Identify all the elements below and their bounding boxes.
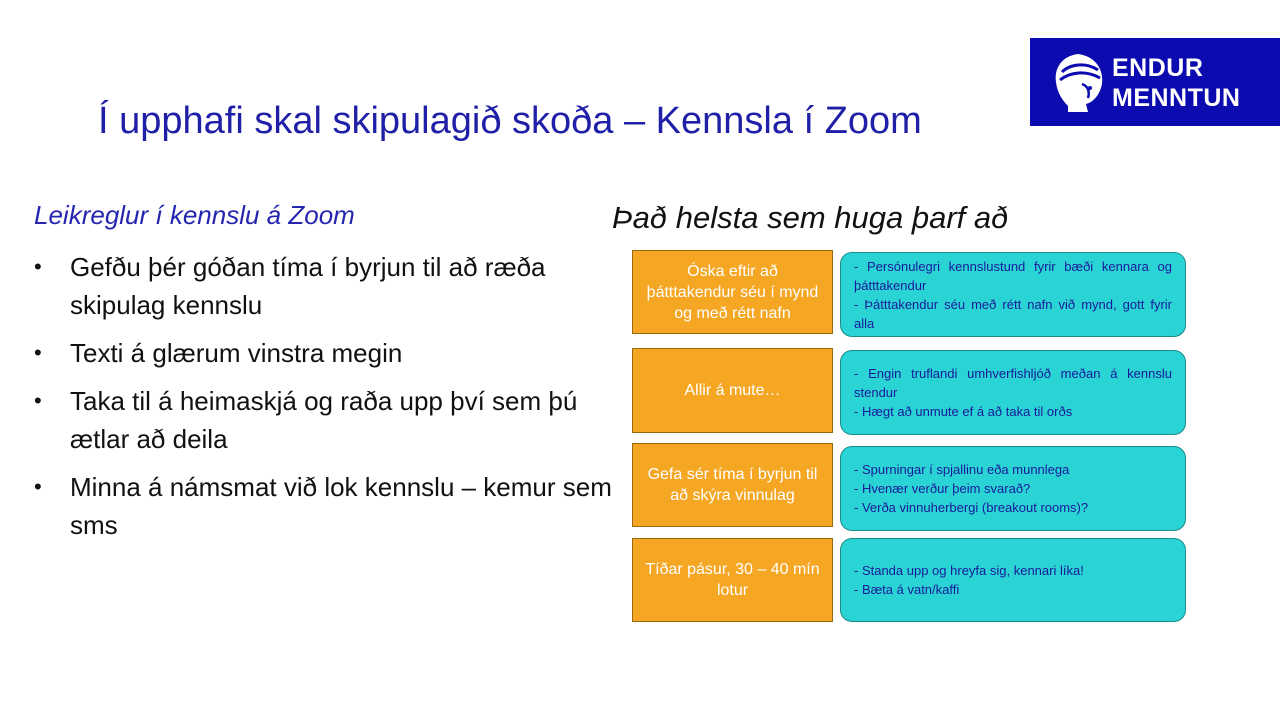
detail-box-breaks [840, 538, 1186, 622]
bullet-text: Gefðu þér góðan tíma í byrjun til að ræða skipulag kennslu [70, 252, 546, 320]
logo-text-line1: ENDUR [1112, 54, 1204, 82]
detail-box-camera-name [840, 252, 1186, 337]
topic-label: Gefa sér tíma í byrjun til að skýra vinnulag [647, 466, 818, 504]
topic-label: Tíðar pásur, 30 – 40 mín lotur [645, 561, 820, 599]
bullet-dot-icon: • [34, 474, 42, 499]
detail-line: - Standa upp og hreyfa sig, kennari líka! [854, 563, 1084, 578]
left-subtitle: Leikreglur í kennslu á Zoom [34, 200, 355, 230]
bullet-item [34, 468, 624, 544]
topic-label: Allir á mute… [684, 382, 781, 399]
bullet-list [34, 248, 624, 554]
detail-line: - Bæta á vatn/kaffi [854, 582, 960, 597]
bullet-item [34, 334, 624, 372]
bullet-text: Minna á námsmat við lok kennslu – kemur sem sms [70, 472, 612, 540]
endurmenntun-logo[interactable] [1030, 38, 1280, 126]
topic-box-workflow [632, 443, 833, 527]
detail-line: - Verða vinnuherbergi (breakout rooms)? [854, 500, 1089, 515]
bullet-dot-icon: • [34, 254, 42, 279]
detail-box-workflow [840, 446, 1186, 531]
bullet-text: Taka til á heimaskjá og raða upp því sem þú ætlar að deila [70, 386, 578, 454]
detail-line: - Engin truflandi umhverfishljóð meðan á kennslu stendur [854, 366, 1172, 400]
topic-box-camera-name [632, 250, 833, 334]
topic-box-mute [632, 348, 833, 433]
topic-box-breaks [632, 538, 833, 622]
bullet-dot-icon: • [34, 340, 42, 365]
bullet-item [34, 382, 624, 458]
helmeted-head-icon [1048, 50, 1108, 114]
detail-line: - Þátttakendur séu með rétt nafn við mynd, gott fyrir alla [854, 296, 1172, 331]
slide-title: Í upphafi skal skipulagið skoða – Kennsla í Zoom [98, 100, 922, 142]
bullet-text: Texti á glærum vinstra megin [70, 338, 403, 368]
detail-line: - Persónulegri kennslustund fyrir bæði kennara og þátttakendur [854, 258, 1172, 293]
topic-label: Óska eftir að þátttakendur séu í mynd og með rétt nafn [646, 262, 819, 322]
logo-text-line2: MENNTUN [1112, 84, 1241, 112]
right-heading: Það helsta sem huga þarf að [612, 200, 1009, 235]
detail-line: - Hvenær verður þeim svarað? [854, 481, 1031, 496]
detail-line: - Spurningar í spjallinu eða munnlega [854, 462, 1070, 477]
detail-box-mute [840, 350, 1186, 435]
detail-line: - Hægt að unmute ef á að taka til orðs [854, 404, 1073, 419]
bullet-item [34, 248, 624, 324]
bullet-dot-icon: • [34, 388, 42, 413]
